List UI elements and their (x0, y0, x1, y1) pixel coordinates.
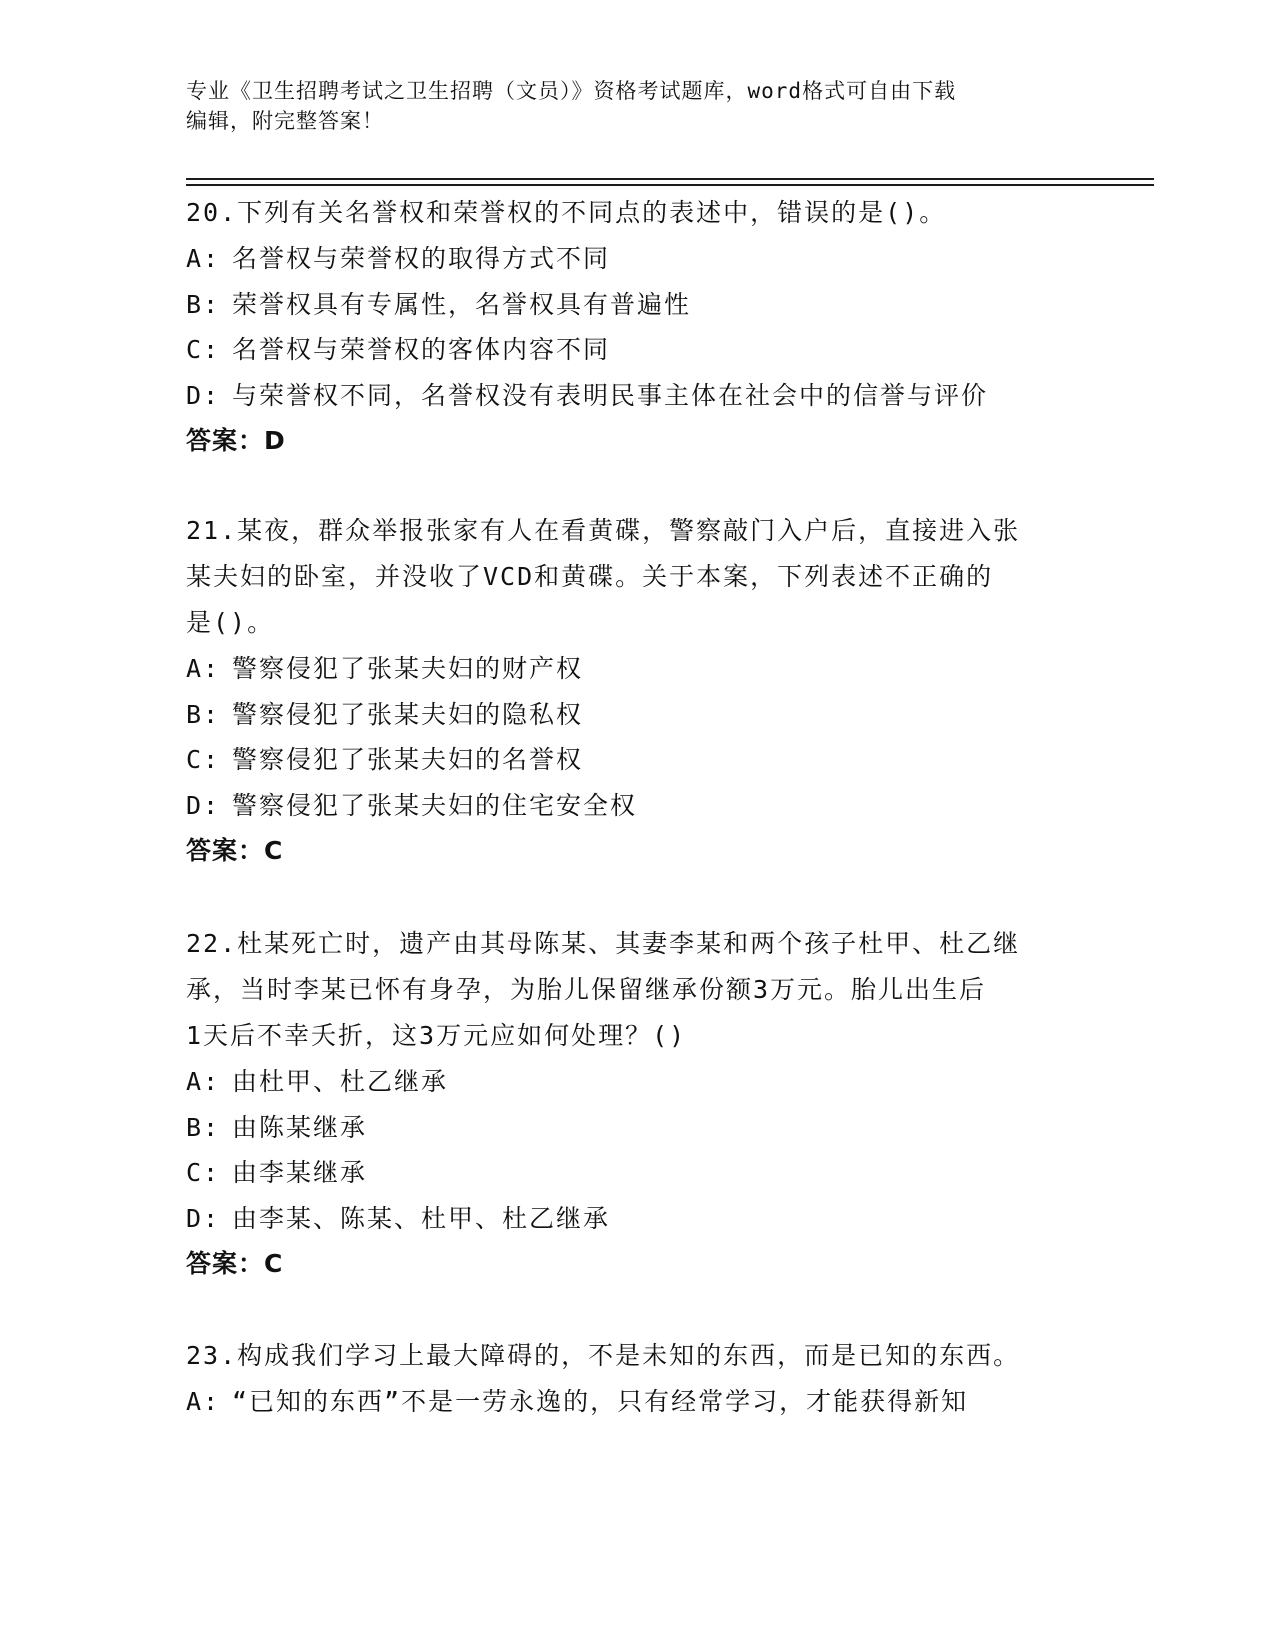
header-divider-bottom (186, 184, 1154, 186)
document-header (186, 76, 1066, 136)
option-text: “已知的东西”不是一劳永逸的，只有经常学习，才能获得新知 (232, 1387, 969, 1416)
option-text: 与荣誉权不同，名誉权没有表明民事主体在社会中的信誉与评价 (232, 380, 989, 410)
option-text: 警察侵犯了张某夫妇的财产权 (232, 654, 584, 683)
option-text: 由李某、陈某、杜甲、杜乙继承 (232, 1203, 611, 1233)
option-a (186, 1379, 1086, 1425)
option-b (186, 282, 1086, 328)
option-b (186, 692, 1086, 738)
option-letter: D: (186, 790, 221, 820)
option-d (186, 783, 1086, 829)
option-text: 由陈某继承 (232, 1112, 368, 1142)
option-letter: D: (186, 1203, 221, 1233)
option-text: 名誉权与荣誉权的取得方式不同 (232, 244, 611, 273)
option-a (186, 1059, 1086, 1105)
question-stem: 23.构成我们学习上最大障碍的，不是未知的东西，而是已知的东西。 (186, 1341, 1021, 1370)
answer-label: 答案：C (186, 1249, 284, 1278)
option-b (186, 1105, 1086, 1151)
question-stem-line-1: 22.杜某死亡时，遗产由其母陈某、其妻李某和两个孩子杜甲、杜乙继 (186, 929, 1021, 958)
option-text: 荣誉权具有专属性，名誉权具有普遍性 (232, 289, 692, 319)
option-text: 警察侵犯了张某夫妇的住宅安全权 (232, 790, 638, 820)
option-letter: B: (186, 699, 221, 729)
option-text: 由李某继承 (232, 1158, 368, 1187)
option-letter: A: (186, 1067, 221, 1096)
question-stem-line-3: 1天后不幸夭折，这3万元应如何处理？() (186, 1021, 687, 1050)
option-text: 警察侵犯了张某夫妇的名誉权 (232, 745, 584, 774)
header-line-2: 编辑，附完整答案！ (186, 109, 384, 133)
option-text: 名誉权与荣誉权的客体内容不同 (232, 335, 611, 364)
option-c (186, 327, 1086, 373)
answer-label: 答案：C (186, 836, 284, 865)
option-d (186, 373, 1086, 419)
answer-label: 答案：D (186, 426, 286, 455)
option-c (186, 1150, 1086, 1196)
option-d (186, 1196, 1086, 1242)
question-stem-line-2: 某夫妇的卧室，并没收了VCD和黄碟。关于本案，下列表述不正确的 (186, 562, 994, 591)
option-letter: A: (186, 1387, 221, 1416)
option-letter: B: (186, 1112, 221, 1142)
question-stem-line-2: 承，当时李某已怀有身孕，为胎儿保留继承份额3万元。胎儿出生后 (186, 975, 987, 1004)
question-21 (186, 508, 1086, 874)
option-a (186, 236, 1086, 282)
option-letter: D: (186, 380, 221, 410)
header-divider-top (186, 178, 1154, 180)
question-stem: 20.下列有关名誉权和荣誉权的不同点的表述中，错误的是()。 (186, 198, 947, 227)
option-letter: A: (186, 654, 221, 683)
option-letter: C: (186, 1158, 221, 1187)
question-stem-line-1: 21.某夜，群众举报张家有人在看黄碟，警察敲门入户后，直接进入张 (186, 516, 1021, 545)
option-letter: A: (186, 244, 221, 273)
question-stem-line-3: 是()。 (186, 608, 275, 637)
option-letter: C: (186, 335, 221, 364)
option-c (186, 737, 1086, 783)
option-letter: C: (186, 745, 221, 774)
option-letter: B: (186, 289, 221, 319)
question-20 (186, 190, 1086, 464)
question-22 (186, 921, 1086, 1287)
header-line-1: 专业《卫生招聘考试之卫生招聘（文员）》资格考试题库，word格式可自由下载 (186, 79, 957, 103)
question-23 (186, 1333, 1086, 1425)
option-text: 由杜甲、杜乙继承 (232, 1067, 449, 1096)
option-a (186, 646, 1086, 692)
option-text: 警察侵犯了张某夫妇的隐私权 (232, 699, 584, 729)
